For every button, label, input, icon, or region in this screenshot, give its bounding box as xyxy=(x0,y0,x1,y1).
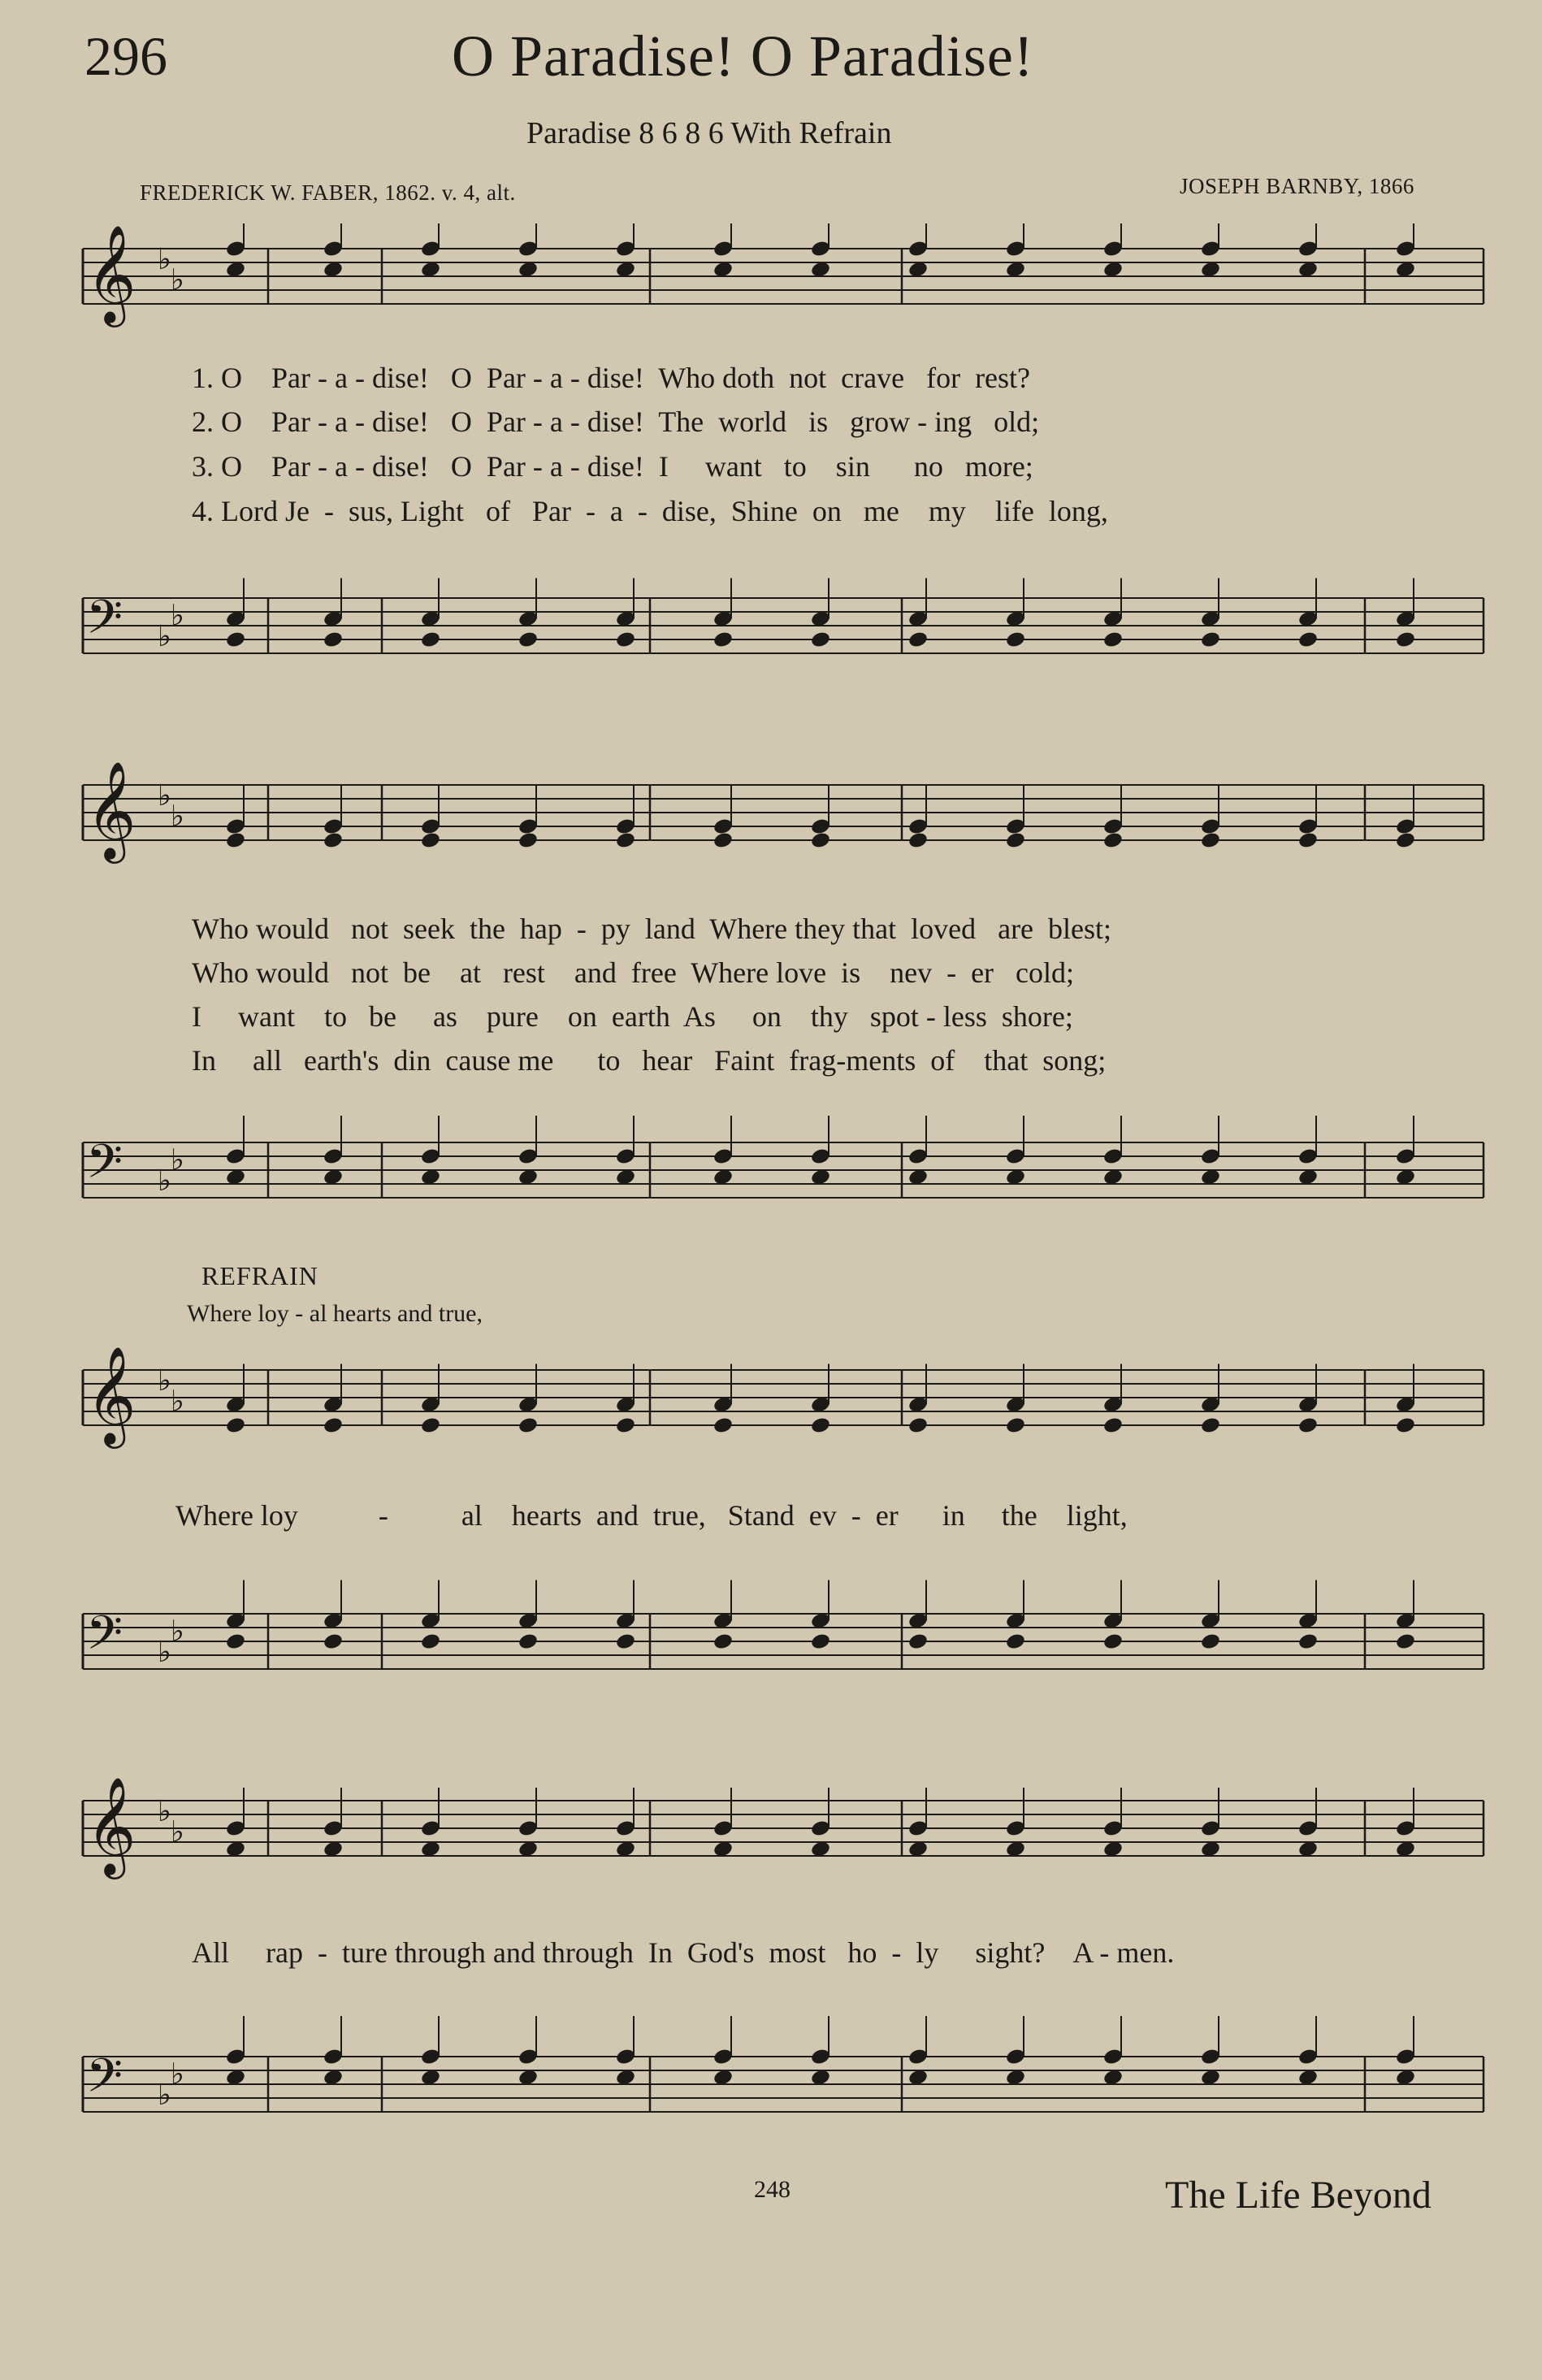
note-head xyxy=(420,1632,441,1651)
flat-icon: ♭ xyxy=(171,800,184,834)
treble-clef-icon: 𝄞 xyxy=(86,1775,136,1875)
note-head xyxy=(225,1632,246,1651)
note-head xyxy=(907,831,929,850)
note-head xyxy=(907,631,929,649)
note-head xyxy=(323,631,344,649)
refrain-cue-text: Where loy - al hearts and true, xyxy=(187,1300,483,1327)
note-head xyxy=(1297,1632,1319,1651)
treble-clef-icon: 𝄞 xyxy=(86,760,136,860)
note-head xyxy=(225,631,246,649)
note-head xyxy=(1005,1632,1026,1651)
flat-icon: ♭ xyxy=(158,243,171,276)
note-head xyxy=(615,1632,636,1651)
note-head xyxy=(225,1416,246,1435)
flat-icon: ♭ xyxy=(158,1795,171,1828)
note-head xyxy=(1200,831,1221,850)
flat-icon: ♭ xyxy=(158,779,171,813)
verse-1-line-1: 1. O Par - a - dise! O Par - a - dise! Who doth not crave for rest? xyxy=(192,362,1031,394)
flat-icon: ♭ xyxy=(171,2057,184,2092)
note-head xyxy=(1395,631,1416,649)
note-head xyxy=(713,1416,734,1435)
note-head xyxy=(1200,1632,1221,1651)
tune-line: Paradise 8 6 8 6 With Refrain xyxy=(526,116,892,150)
flat-icon: ♭ xyxy=(171,1815,184,1849)
note-head xyxy=(323,831,344,850)
staff-lines xyxy=(83,1614,1484,1669)
note-head xyxy=(323,1416,344,1435)
author-credit: FREDERICK W. FABER, 1862. v. 4, alt. xyxy=(140,180,516,205)
staff-lines xyxy=(83,1370,1484,1425)
section-name: The Life Beyond xyxy=(1165,2174,1432,2217)
staff-lines xyxy=(83,249,1484,304)
treble-clef-icon: 𝄞 xyxy=(86,1345,136,1445)
flat-icon: ♭ xyxy=(171,263,184,297)
note-head xyxy=(518,631,539,649)
note-head xyxy=(810,631,831,649)
note-head xyxy=(518,1632,539,1651)
note-head xyxy=(713,631,734,649)
treble-staff-3 xyxy=(0,1333,1542,1463)
note-head xyxy=(1102,831,1124,850)
staff-lines xyxy=(83,598,1484,653)
flat-icon: ♭ xyxy=(171,1615,184,1649)
treble-staff-2 xyxy=(0,760,1542,865)
flat-icon: ♭ xyxy=(171,1143,184,1177)
verse-3-line-1: 3. O Par - a - dise! O Par - a - dise! I want to sin no more; xyxy=(192,450,1033,483)
note-head xyxy=(907,1416,929,1435)
note-head xyxy=(1297,831,1319,850)
note-head xyxy=(1297,1416,1319,1435)
verse-4-line-2: In all earth's din cause me to hear Faint frag-ments of that song; xyxy=(192,1044,1107,1077)
note-head xyxy=(1102,1416,1124,1435)
note-head xyxy=(518,1416,539,1435)
verse-2-line-2: Who would not be at rest and free Where love is nev - er cold; xyxy=(192,956,1075,989)
bass-staff-1 xyxy=(0,561,1542,691)
flat-icon: ♭ xyxy=(158,2079,171,2112)
note-head xyxy=(713,831,734,850)
treble-staff-4 xyxy=(0,1759,1542,1897)
note-head xyxy=(420,631,441,649)
note-head xyxy=(1102,1632,1124,1651)
flat-icon: ♭ xyxy=(158,620,171,653)
note-head xyxy=(225,831,246,850)
staff-lines xyxy=(83,1801,1484,1856)
staff-lines xyxy=(83,1142,1484,1198)
note-head xyxy=(810,1416,831,1435)
refrain-label: REFRAIN xyxy=(201,1261,318,1290)
verse-4-line-1: 4. Lord Je - sus, Light of Par - a - dise, Shine on me my life long, xyxy=(192,495,1108,527)
note-head xyxy=(907,1632,929,1651)
note-head xyxy=(1005,831,1026,850)
staff-lines xyxy=(83,785,1484,840)
note-head xyxy=(810,831,831,850)
note-head xyxy=(615,1416,636,1435)
note-head xyxy=(1395,1632,1416,1651)
treble-clef-icon: 𝄞 xyxy=(86,223,136,323)
flat-icon: ♭ xyxy=(171,1385,184,1419)
staff-lines xyxy=(83,2057,1484,2112)
note-head xyxy=(615,831,636,850)
note-head xyxy=(1005,1416,1026,1435)
composer-credit: JOSEPH BARNBY, 1866 xyxy=(1180,174,1414,198)
note-head xyxy=(420,1416,441,1435)
note-head xyxy=(1395,1416,1416,1435)
flat-icon: ♭ xyxy=(158,1364,171,1398)
bass-clef-icon: 𝄢 xyxy=(86,2048,123,2115)
refrain-line-1: Where loy - al hearts and true, Stand ev - er in the light, xyxy=(175,1499,1128,1532)
bass-staff-3 xyxy=(0,1572,1542,1710)
hymn-title: O Paradise! O Paradise! xyxy=(452,24,1034,89)
note-head xyxy=(810,1632,831,1651)
note-head xyxy=(1200,1416,1221,1435)
verse-1-line-2: Who would not seek the hap - py land Where they that loved are blest; xyxy=(192,913,1112,945)
note-head xyxy=(1395,831,1416,850)
page-number: 248 xyxy=(754,2176,790,2203)
verse-2-line-1: 2. O Par - a - dise! O Par - a - dise! The world is grow - ing old; xyxy=(192,405,1040,438)
note-head xyxy=(518,831,539,850)
note-head xyxy=(713,1632,734,1651)
hymn-number: 296 xyxy=(84,25,167,87)
flat-icon: ♭ xyxy=(158,1636,171,1669)
bass-clef-icon: 𝄢 xyxy=(86,1605,123,1672)
flat-icon: ♭ xyxy=(158,1164,171,1198)
note-head xyxy=(1102,631,1124,649)
bass-staff-2 xyxy=(0,1105,1542,1235)
verse-3-line-2: I want to be as pure on earth As on thy spot - less shore; xyxy=(192,1000,1073,1033)
bass-clef-icon: 𝄢 xyxy=(86,1134,123,1201)
note-head xyxy=(1297,631,1319,649)
note-head xyxy=(1200,631,1221,649)
flat-icon: ♭ xyxy=(171,599,184,633)
note-head xyxy=(323,1632,344,1651)
treble-staff-1 xyxy=(0,223,1542,329)
note-head xyxy=(420,831,441,850)
bass-staff-4 xyxy=(0,2015,1542,2153)
refrain-line-2: All rap - ture through and through In God's most ho - ly sight? A - men. xyxy=(192,1936,1175,1969)
note-head xyxy=(615,631,636,649)
bass-clef-icon: 𝄢 xyxy=(86,589,123,657)
note-head xyxy=(1005,631,1026,649)
